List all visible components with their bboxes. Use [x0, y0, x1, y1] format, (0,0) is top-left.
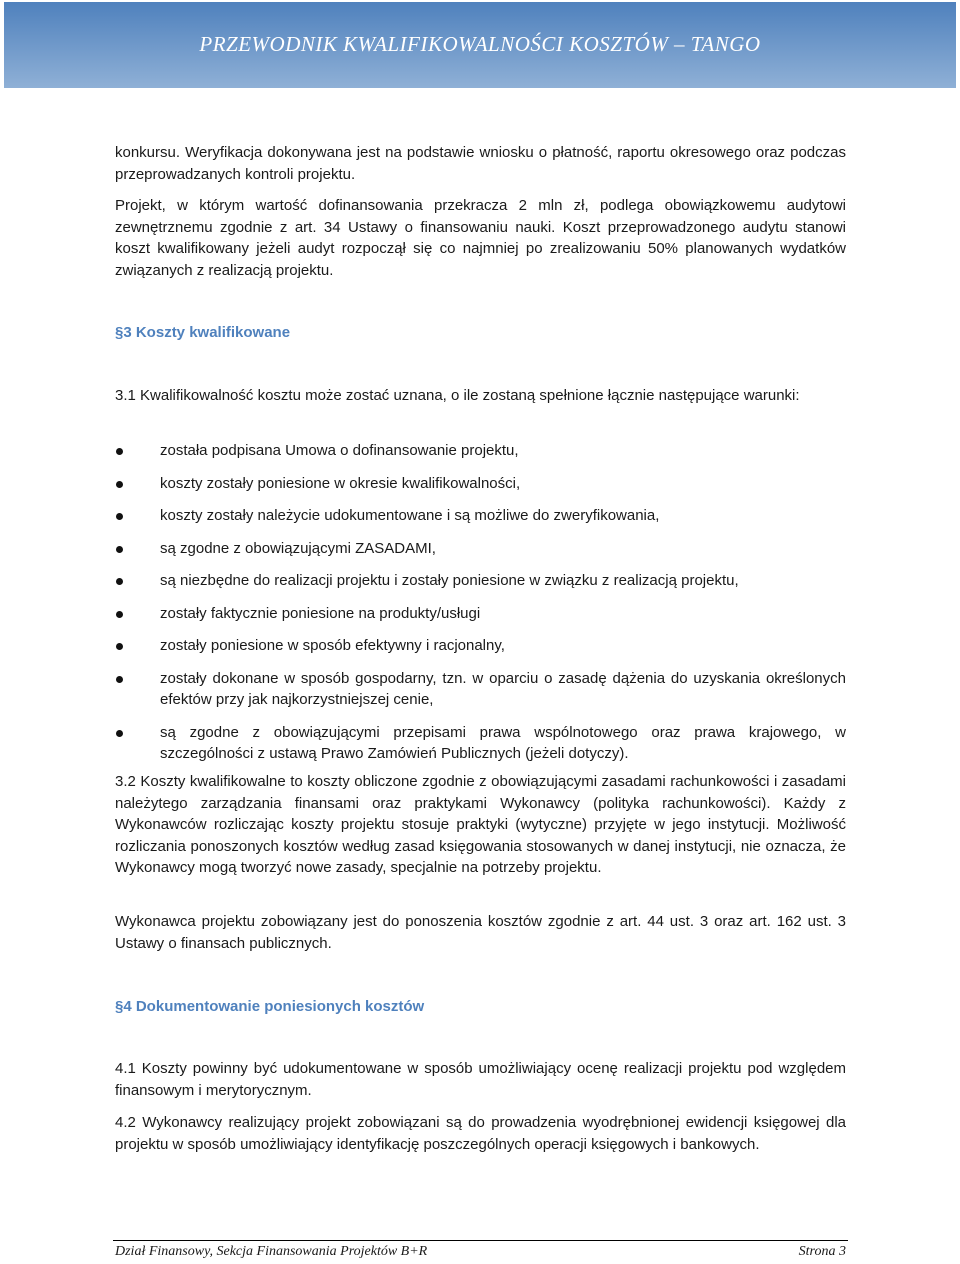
paragraph-text: 4.1 Koszty powinny być udokumentowane w sposób umożliwiający ocenę realizacji projektu pod względem finansowym i merytorycznym.: [115, 1060, 846, 1099]
footer-page-number: Strona 3: [798, 1244, 846, 1259]
conditions-list: [115, 438, 846, 765]
paragraph-text: 4.2 Wykonawcy realizujący projekt zobowiązani są do prowadzenia wyodrębnionej ewidencji księgowej dla projektu w sposób umożliwiający identyfikację poszczególnych operacji księgowych i bankowych.: [115, 1114, 846, 1153]
bullet-icon: [116, 578, 123, 585]
list-item-text: koszty zostały należycie udokumentowane i są możliwe do zweryfikowania,: [160, 507, 660, 524]
bullet-icon: [116, 676, 123, 683]
paragraph-3-2: [115, 771, 846, 879]
bullet-icon: [116, 546, 123, 553]
paragraph-text: Wykonawca projektu zobowiązany jest do ponoszenia kosztów zgodnie z art. 44 ust. 3 oraz art. 162 ust. 3 Ustawy o finansach publicznych.: [115, 913, 846, 952]
paragraph-text: konkursu. Weryfikacja dokonywana jest na podstawie wniosku o płatność, raportu okresowego oraz podczas przeprowadzanych kontroli projektu.: [115, 144, 846, 183]
page-header-band: [4, 2, 956, 88]
paragraph-4-2: [115, 1112, 846, 1155]
paragraph-3-1: [115, 385, 846, 407]
list-item: [115, 635, 846, 657]
bullet-icon: [116, 611, 123, 618]
paragraph-4-1: [115, 1058, 846, 1101]
list-item: [115, 505, 846, 527]
paragraph-audit-part2: Koszt przeprowadzonego audytu stanowi koszt kwalifikowany jeżeli audyt rozpoczął się co najmniej po zrealizowaniu 50% planowanych wydatków związanych z realizacją projektu.: [115, 218, 847, 279]
list-item: [115, 440, 846, 462]
list-item-text: zostały poniesione w sposób efektywny i racjonalny,: [160, 637, 505, 654]
paragraph-3-3: [115, 911, 846, 954]
section-4-heading: §4 Dokumentowanie poniesionych kosztów: [115, 998, 425, 1015]
list-item: [115, 722, 846, 765]
list-item-text: zostały dokonane w sposób gospodarny, tzn. w oparciu o zasadę dążenia do uzyskania określonych efektów przy jak najkorzystniejszej cenie,: [160, 669, 846, 708]
list-item-text: koszty zostały poniesione w okresie kwalifikowalności,: [160, 474, 521, 492]
footer-department: Dział Finansowy, Sekcja Finansowania Projektów B+R: [115, 1244, 428, 1259]
list-item: [115, 668, 846, 711]
list-item: [115, 603, 846, 625]
list-item-text: została podpisana Umowa o dofinansowanie projektu,: [160, 442, 519, 459]
paragraph-audit-part1: Projekt, w którym wartość dofinansowania przekracza 2 mln zł, podlega obowiązkowemu audytowi zewnętrznemu zgodnie z art. 34 Ustawy o finansowaniu nauki.: [115, 197, 846, 236]
section-3-heading: §3 Koszty kwalifikowane: [115, 324, 291, 341]
list-item-text: są zgodne z obowiązującymi przepisami prawa wspólnotowego oraz prawa krajowego, w szczególności z ustawą Prawo Zamówień Publicznych (jeżeli dotyczy).: [160, 723, 846, 762]
list-item: [115, 538, 846, 560]
page-header-title: PRZEWODNIK KWALIFIKOWALNOŚCI KOSZTÓW – TANGO: [199, 32, 761, 56]
list-item: [115, 473, 846, 495]
list-item-text: są niezbędne do realizacji projektu i zostały poniesione w związku z realizacją projektu,: [160, 572, 739, 589]
bullet-icon: [116, 481, 123, 488]
bullet-icon: [116, 730, 123, 737]
paragraph-konkursu: [115, 142, 846, 185]
list-item-text: są zgodne z obowiązującymi ZASADAMI,: [160, 539, 436, 557]
list-item: [115, 570, 846, 592]
paragraph-text: [115, 195, 846, 281]
footer-divider: [113, 1240, 848, 1241]
bullet-icon: [116, 513, 123, 520]
bullet-icon: [116, 643, 123, 650]
list-item-text: zostały faktycznie poniesione na produkty/usługi: [160, 604, 481, 622]
paragraph-text: 3.2 Koszty kwalifikowalne to koszty obliczone zgodnie z obowiązującymi zasadami rachunkowości i zasadami należytego zarządzania finansami oraz praktykami Wykonawcy (polityka rachunkowości). Każdy z Wykonawców rozliczając koszty projektu stosuje praktyki (wytyczne) przyjęte w jego instytucji. Możliwość rozliczania ponoszonych kosztów według zasad księgowania stosowanych w danej instytucji, nie oznacza, że Wykonawcy mogą tworzyć nowe zasady, specjalnie na potrzeby projektu.: [115, 773, 846, 876]
paragraph-text: 3.1 Kwalifikowalność kosztu może zostać uznana, o ile zostaną spełnione łącznie następujące warunki:: [115, 387, 800, 404]
paragraph-audyt: [115, 195, 846, 281]
bullet-icon: [116, 448, 123, 455]
